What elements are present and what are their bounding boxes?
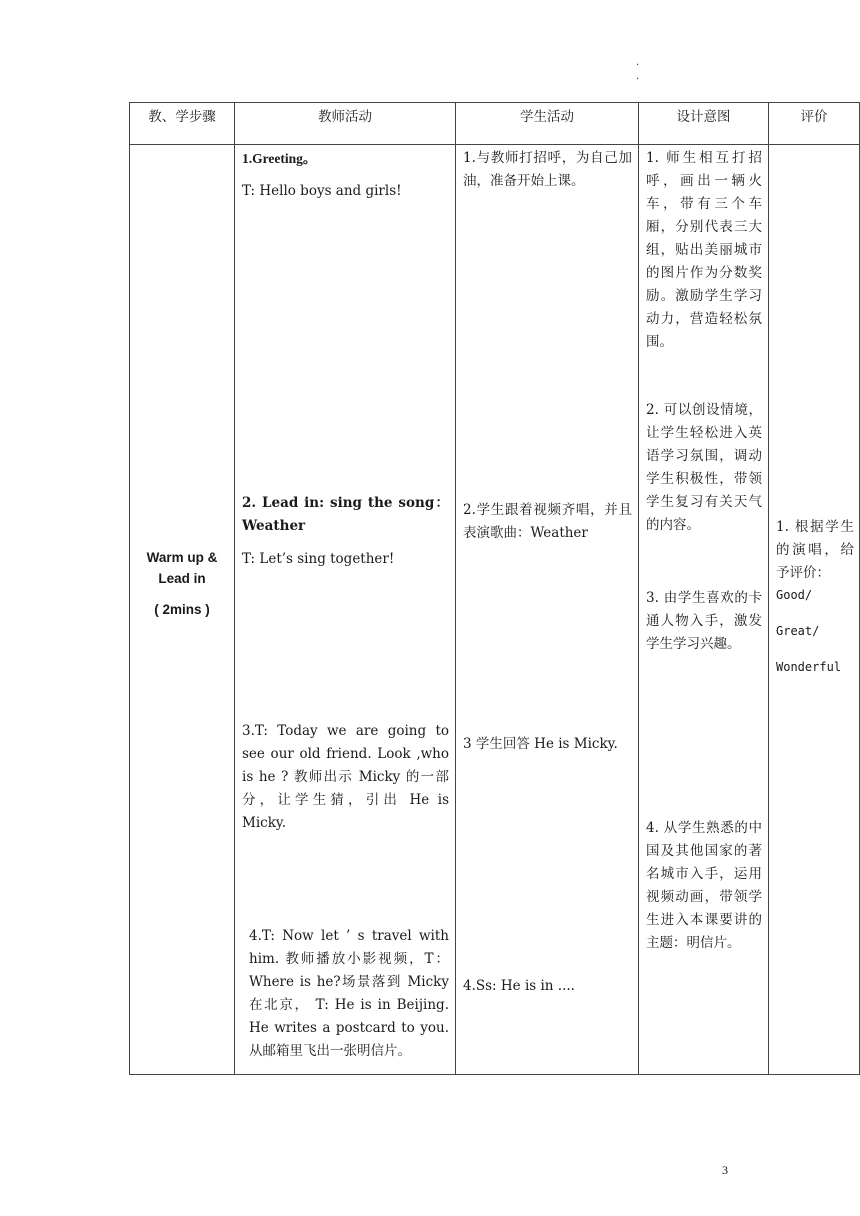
evaluation-great: Great/	[776, 624, 820, 638]
lesson-plan-table	[129, 102, 860, 1075]
lead-in-line: T: Let’s sing together!	[242, 551, 395, 567]
evaluation-cell	[769, 145, 860, 1075]
student-activity-cell	[456, 145, 639, 1075]
student-step-3: 3 学生回答 He is Micky.	[463, 736, 618, 752]
design-intent-1: 1. 师生相互打招呼，画出一辆火车，带有三个车厢，分别代表三大组，贴出美丽城市的图片作为分数奖励。激励学生学习动力，营造轻松氛围。	[646, 150, 762, 350]
teacher-activity-cell	[235, 145, 456, 1075]
greeting-title: 1.Greeting。	[242, 151, 317, 166]
stage-cell	[130, 145, 235, 1075]
page-number: 3	[722, 1163, 728, 1177]
header-dot: .	[636, 71, 640, 82]
teacher-step-3: 3.T: Today we are going to see our old friend. Look ,who is he ? 教师出示 Micky 的一部分，让学生猜，引出 He is Micky.	[242, 723, 449, 831]
header-student-activity: 学生活动	[456, 103, 639, 145]
student-step-4: 4.Ss: He is in ....	[463, 978, 575, 994]
student-step-2: 2.学生跟着视频齐唱，并且表演歌曲：Weather	[463, 502, 632, 541]
header-evaluation: 评价	[769, 103, 860, 145]
student-step-1: 1.与教师打招呼，为自己加油，准备开始上课。	[463, 150, 632, 189]
header-teacher-activity: 教师活动	[235, 103, 456, 145]
evaluation-wonderful: Wonderful	[776, 660, 842, 674]
evaluation-good: Good/	[776, 588, 813, 602]
stage-duration: ( 2mins )	[154, 602, 210, 617]
table-row	[130, 145, 860, 1075]
design-intent-cell	[639, 145, 769, 1075]
stage-name: Warm up & Lead in	[146, 550, 218, 586]
design-intent-2: 2. 可以创设情境，让学生轻松进入英语学习氛围，调动学生积极性，带领学生复习有关天气的内容。	[646, 402, 762, 533]
teacher-step-4: 4.T: Now let ’ s travel with him. 教师播放小影视频，T：Where is he?场景落到 Micky 在北京， T: He is in Beijing. He writes a postcard to you.从邮箱里飞出一张明信片。	[249, 928, 449, 1059]
greeting-line: T: Hello boys and girls!	[242, 183, 402, 199]
table-header-row	[130, 103, 860, 145]
lead-in-title: 2. Lead in: sing the song：Weather	[242, 495, 449, 534]
design-intent-3: 3. 由学生喜欢的卡通人物入手，激发学生学习兴趣。	[646, 590, 762, 652]
header-dot: .	[636, 57, 640, 68]
header-steps: 教、学步骤	[130, 103, 235, 145]
evaluation-intro: 1. 根据学生的演唱，给予评价：	[776, 519, 854, 581]
design-intent-4: 4. 从学生熟悉的中国及其他国家的著名城市入手，运用视频动画，带领学生进入本课要讲的主题：明信片。	[646, 820, 762, 951]
header-design-intent: 设计意图	[639, 103, 769, 145]
